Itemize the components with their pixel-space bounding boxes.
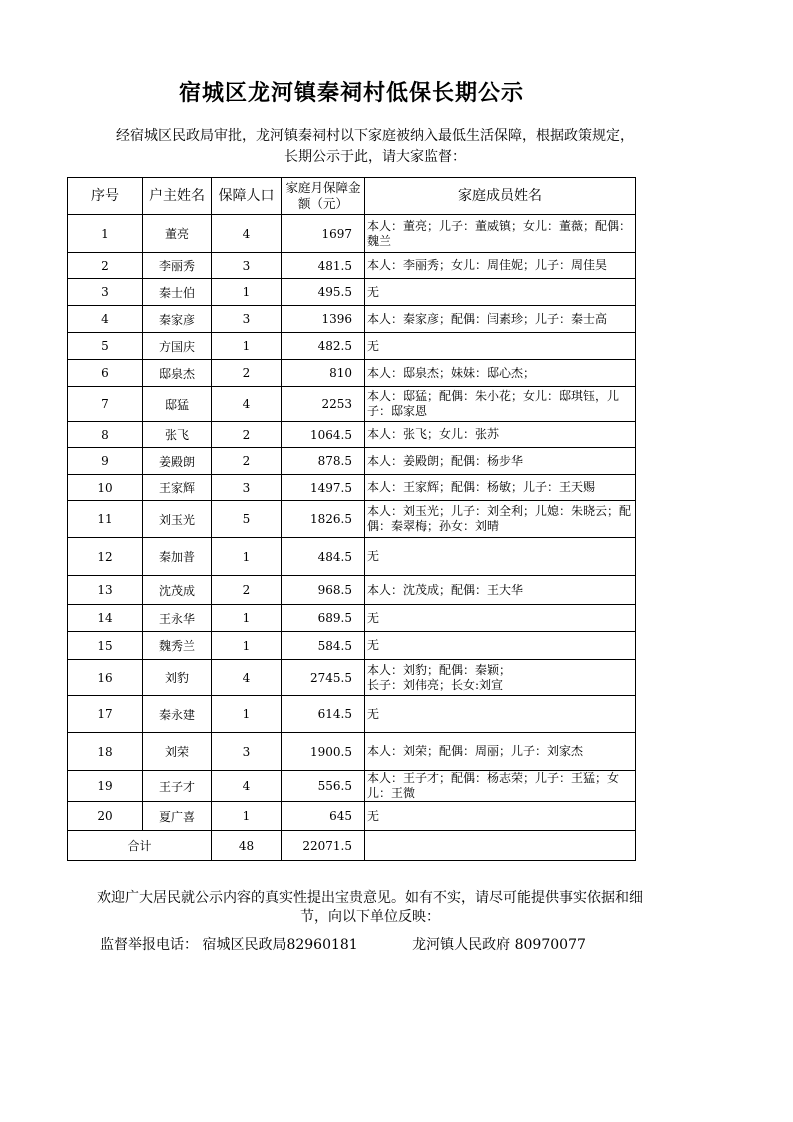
cell-members: 本人：沈茂成；配偶：王大华 [365, 576, 636, 605]
table-row [68, 360, 636, 387]
cell-head: 王永华 [143, 605, 212, 632]
cell-people: 2 [212, 422, 282, 448]
cell-people: 1 [212, 279, 282, 306]
cell-people: 4 [212, 387, 282, 422]
cell-members: 本人：邸猛；配偶：朱小花；女儿：邸琪钰，儿子：邸家恩 [365, 387, 636, 422]
cell-amount: 556.5 [282, 771, 365, 802]
table-row [68, 660, 636, 696]
cell-head: 董亮 [143, 215, 212, 253]
cell-members: 本人：邸泉杰；妹妹：邸心杰； [365, 360, 636, 387]
table-row [68, 501, 636, 538]
table-row [68, 306, 636, 333]
table-row [68, 696, 636, 733]
cell-amount: 584.5 [282, 632, 365, 660]
cell-index: 18 [68, 733, 143, 771]
cell-head: 刘豹 [143, 660, 212, 696]
table-row [68, 253, 636, 279]
cell-head: 秦士伯 [143, 279, 212, 306]
cell-members: 本人：刘荣；配偶：周丽；儿子：刘家杰 [365, 733, 636, 771]
cell-people: 3 [212, 733, 282, 771]
table-row [68, 422, 636, 448]
cell-index: 16 [68, 660, 143, 696]
cell-people: 3 [212, 475, 282, 501]
cell-people: 4 [212, 660, 282, 696]
cell-people: 1 [212, 696, 282, 733]
cell-people: 5 [212, 501, 282, 538]
cell-amount: 2253 [282, 387, 365, 422]
page-title: 宿城区龙河镇秦祠村低保长期公示 [178, 80, 524, 106]
cell-index: 12 [68, 538, 143, 576]
cell-index: 3 [68, 279, 143, 306]
cell-members: 无 [365, 605, 636, 632]
cell-members: 无 [365, 802, 636, 831]
cell-people: 2 [212, 448, 282, 475]
cell-index: 7 [68, 387, 143, 422]
table-row [68, 448, 636, 475]
cell-amount: 1497.5 [282, 475, 365, 501]
cell-amount: 484.5 [282, 538, 365, 576]
cell-index: 14 [68, 605, 143, 632]
cell-head: 邸泉杰 [143, 360, 212, 387]
cell-people: 1 [212, 802, 282, 831]
hotline-label: 监督举报电话： [100, 937, 198, 953]
cell-amount: 689.5 [282, 605, 365, 632]
contact-civil-affairs: 宿城区民政局82960181 [202, 937, 358, 953]
cell-members: 本人：王子才；配偶：杨志荣；儿子：王猛；女儿：王微 [365, 771, 636, 802]
header-head: 户主姓名 [143, 178, 212, 215]
cell-head: 方国庆 [143, 333, 212, 360]
cell-people: 4 [212, 215, 282, 253]
table-row [68, 333, 636, 360]
table-row [68, 387, 636, 422]
cell-index: 8 [68, 422, 143, 448]
cell-head: 刘荣 [143, 733, 212, 771]
total-people: 48 [212, 831, 282, 861]
cell-head: 刘玉光 [143, 501, 212, 538]
cell-index: 5 [68, 333, 143, 360]
cell-amount: 481.5 [282, 253, 365, 279]
cell-members: 无 [365, 333, 636, 360]
contact-town-government: 龙河镇人民政府 80970077 [412, 937, 586, 953]
cell-index: 10 [68, 475, 143, 501]
cell-index: 11 [68, 501, 143, 538]
cell-amount: 645 [282, 802, 365, 831]
cell-people: 3 [212, 306, 282, 333]
total-members [365, 831, 636, 861]
cell-head: 魏秀兰 [143, 632, 212, 660]
cell-amount: 2745.5 [282, 660, 365, 696]
cell-index: 13 [68, 576, 143, 605]
table-row [68, 771, 636, 802]
cell-people: 2 [212, 360, 282, 387]
table-row [68, 733, 636, 771]
cell-amount: 482.5 [282, 333, 365, 360]
cell-amount: 1064.5 [282, 422, 365, 448]
table-header-row [68, 178, 636, 215]
cell-members: 本人：刘豹；配偶：秦颖； 长子：刘伟亮；长女:刘宣 [365, 660, 636, 696]
table-row [68, 215, 636, 253]
cell-members: 本人：王家辉；配偶：杨敏；儿子：王天赐 [365, 475, 636, 501]
table-body [68, 215, 636, 861]
cell-head: 夏广喜 [143, 802, 212, 831]
header-index: 序号 [68, 178, 143, 215]
cell-head: 王家辉 [143, 475, 212, 501]
cell-head: 秦永建 [143, 696, 212, 733]
footer-contacts [100, 934, 586, 954]
cell-amount: 878.5 [282, 448, 365, 475]
cell-amount: 495.5 [282, 279, 365, 306]
cell-index: 6 [68, 360, 143, 387]
cell-index: 9 [68, 448, 143, 475]
cell-index: 2 [68, 253, 143, 279]
cell-people: 2 [212, 576, 282, 605]
cell-members: 本人：张飞；女儿：张苏 [365, 422, 636, 448]
table-row [68, 605, 636, 632]
cell-head: 姜殿朗 [143, 448, 212, 475]
cell-index: 20 [68, 802, 143, 831]
table-row [68, 475, 636, 501]
table-row [68, 632, 636, 660]
cell-index: 4 [68, 306, 143, 333]
header-people: 保障人口 [212, 178, 282, 215]
cell-amount: 968.5 [282, 576, 365, 605]
cell-amount: 614.5 [282, 696, 365, 733]
cell-members: 本人：秦家彦；配偶：闫素珍；儿子：秦士高 [365, 306, 636, 333]
cell-amount: 1826.5 [282, 501, 365, 538]
cell-amount: 1396 [282, 306, 365, 333]
cell-members: 无 [365, 538, 636, 576]
total-amount: 22071.5 [282, 831, 365, 861]
table-row [68, 802, 636, 831]
cell-members: 无 [365, 279, 636, 306]
cell-members: 本人：李丽秀；女儿：周佳妮；儿子：周佳昊 [365, 253, 636, 279]
header-amount: 家庭月保障金额（元） [282, 178, 365, 215]
table-row [68, 576, 636, 605]
cell-head: 李丽秀 [143, 253, 212, 279]
cell-people: 3 [212, 253, 282, 279]
header-members: 家庭成员姓名 [365, 178, 636, 215]
cell-members: 本人：刘玉光；儿子：刘全利；儿媳：朱晓云；配偶：秦翠梅；孙女：刘晴 [365, 501, 636, 538]
total-label: 合计 [68, 831, 212, 861]
total-row [68, 831, 636, 861]
cell-members: 无 [365, 632, 636, 660]
assistance-table [67, 177, 636, 861]
cell-members: 无 [365, 696, 636, 733]
table-row [68, 538, 636, 576]
footer-note: 欢迎广大居民就公示内容的真实性提出宝贵意见。如有不实，请尽可能提供事实依据和细节，向以下单位反映： [97, 890, 643, 925]
cell-head: 秦家彦 [143, 306, 212, 333]
table-row [68, 279, 636, 306]
cell-amount: 810 [282, 360, 365, 387]
cell-head: 沈茂成 [143, 576, 212, 605]
cell-head: 秦加普 [143, 538, 212, 576]
cell-index: 15 [68, 632, 143, 660]
cell-members: 本人：姜殿朗；配偶：杨步华 [365, 448, 636, 475]
cell-people: 1 [212, 538, 282, 576]
cell-people: 4 [212, 771, 282, 802]
cell-amount: 1900.5 [282, 733, 365, 771]
cell-people: 1 [212, 632, 282, 660]
cell-members: 本人：董亮；儿子：董威镇；女儿：董薇；配偶：魏兰 [365, 215, 636, 253]
cell-index: 19 [68, 771, 143, 802]
cell-index: 1 [68, 215, 143, 253]
cell-amount: 1697 [282, 215, 365, 253]
cell-people: 1 [212, 605, 282, 632]
cell-head: 王子才 [143, 771, 212, 802]
cell-head: 邸猛 [143, 387, 212, 422]
cell-head: 张飞 [143, 422, 212, 448]
intro-paragraph: 经宿城区民政局审批，龙河镇秦祠村以下家庭被纳入最低生活保障，根据政策规定，长期公示于此，请大家监督： [116, 128, 634, 165]
cell-index: 17 [68, 696, 143, 733]
cell-people: 1 [212, 333, 282, 360]
